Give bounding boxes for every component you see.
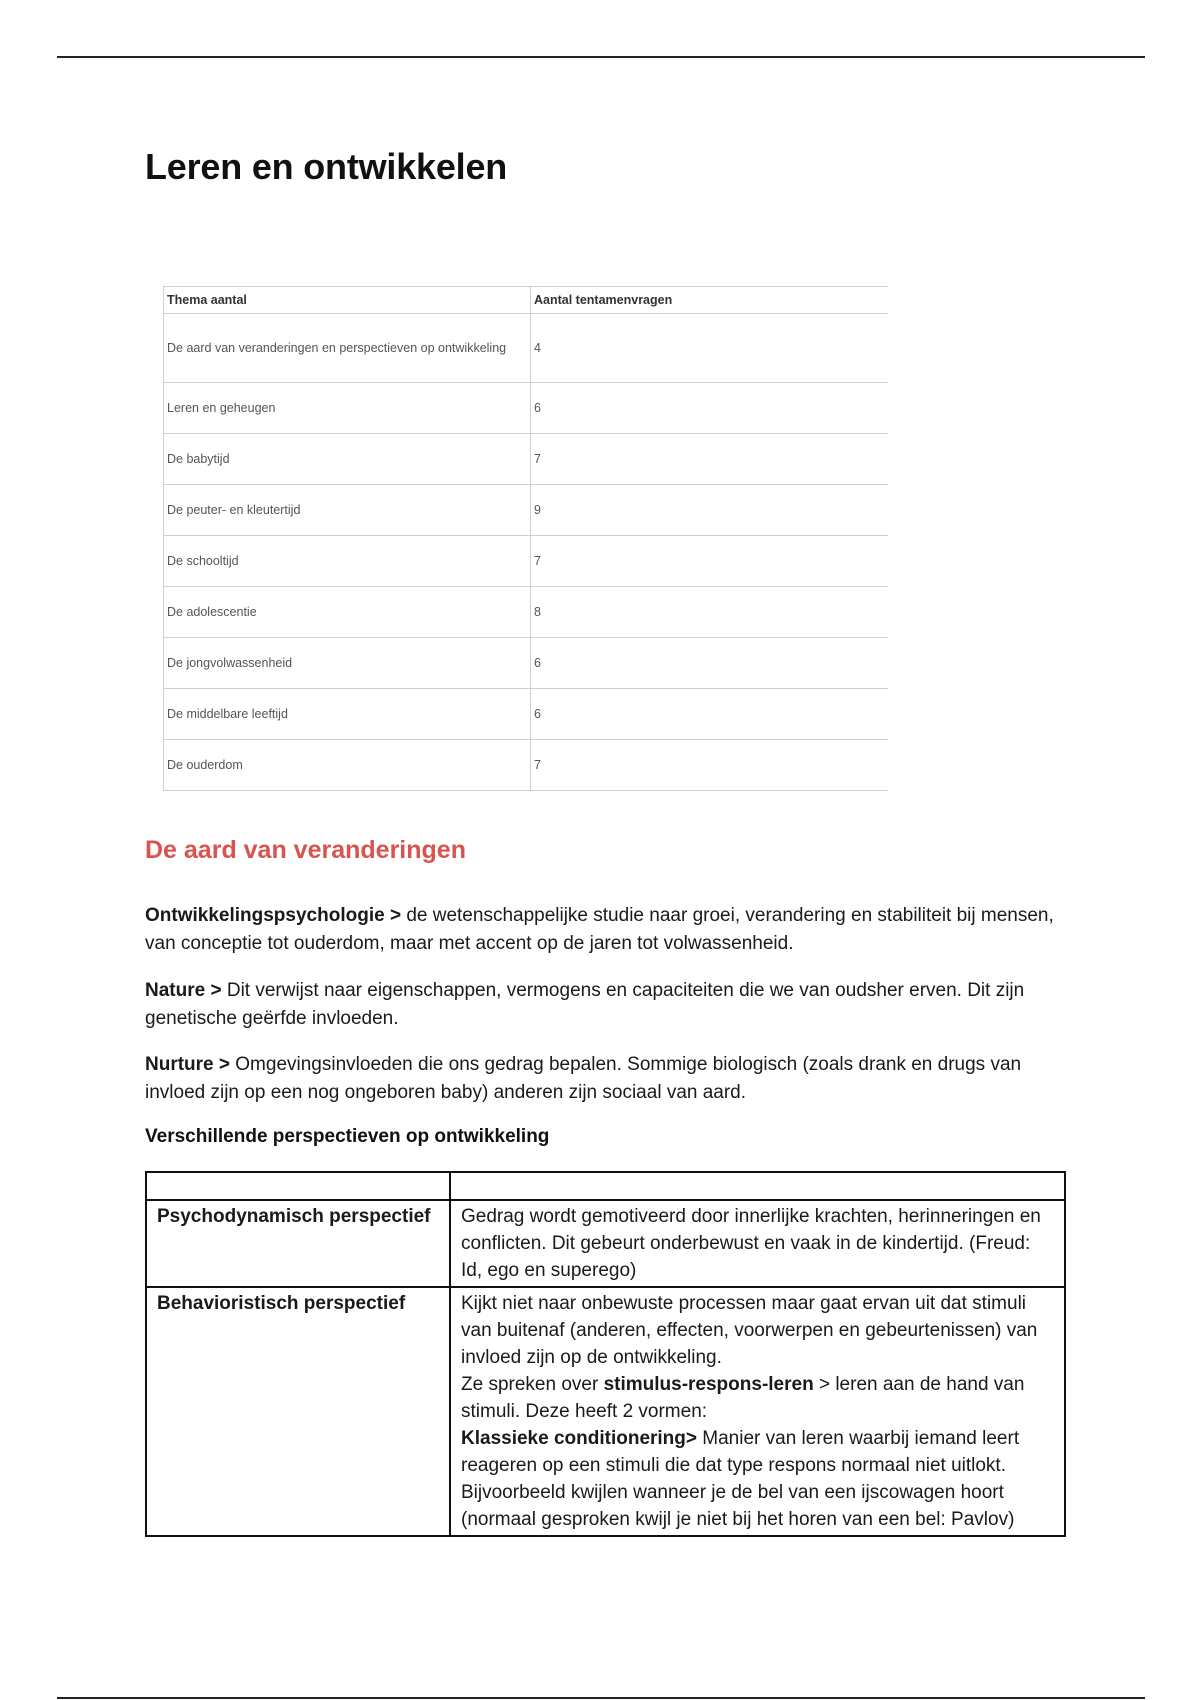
table-row bbox=[146, 1200, 1065, 1287]
table-row bbox=[164, 485, 889, 536]
classical-conditioning-line bbox=[461, 1425, 1054, 1533]
sr-prefix: Ze spreken over bbox=[461, 1374, 604, 1395]
theme-cell: Leren en geheugen bbox=[164, 383, 531, 434]
exam-topics-table bbox=[163, 286, 888, 791]
definition-term: Ontwikkelingspsychologie > bbox=[145, 905, 402, 926]
count-cell: 7 bbox=[531, 536, 889, 587]
behaviorist-intro: Kijkt niet naar onbewuste processen maar gaat ervan uit dat stimuli van buitenaf (anderen, effecten, voorwerpen en gebeurtenissen) van invloed zijn op de ontwikkeling. bbox=[461, 1293, 1038, 1368]
theme-cell: De babytijd bbox=[164, 434, 531, 485]
perspectives-heading: Verschillende perspectieven op ontwikkeling bbox=[145, 1126, 550, 1147]
definition-text: Omgevingsinvloeden die ons gedrag bepalen. Sommige biologisch (zoals drank en drugs van invloed zijn op een nog ongeboren baby) anderen zijn sociaal van aard. bbox=[145, 1054, 1022, 1103]
section-heading: De aard van veranderingen bbox=[145, 836, 466, 864]
table-row bbox=[164, 434, 889, 485]
theme-cell: De ouderdom bbox=[164, 740, 531, 791]
theme-cell: De schooltijd bbox=[164, 536, 531, 587]
theme-cell: De aard van veranderingen en perspectieven op ontwikkeling bbox=[164, 314, 531, 383]
count-cell: 6 bbox=[531, 689, 889, 740]
count-cell: 4 bbox=[531, 314, 889, 383]
header-rule bbox=[57, 56, 1145, 58]
table-row bbox=[146, 1287, 1065, 1536]
table-row bbox=[146, 1172, 1065, 1200]
classic-term: Klassieke conditionering> bbox=[461, 1428, 697, 1449]
perspective-description: Gedrag wordt gemotiveerd door innerlijke krachten, herinneringen en conflicten. Dit gebeurt onderbewust en vaak in de kindertijd. (Freud: Id, ego en superego) bbox=[450, 1200, 1065, 1287]
count-cell: 8 bbox=[531, 587, 889, 638]
count-cell: 6 bbox=[531, 383, 889, 434]
column-header-count: Aantal tentamenvragen bbox=[531, 287, 889, 314]
table-row bbox=[164, 587, 889, 638]
table-row bbox=[164, 638, 889, 689]
stimulus-response-line bbox=[461, 1371, 1054, 1425]
page-title: Leren en ontwikkelen bbox=[145, 146, 508, 187]
sr-term: stimulus-respons-leren bbox=[603, 1374, 814, 1395]
theme-cell: De jongvolwassenheid bbox=[164, 638, 531, 689]
table-row bbox=[164, 383, 889, 434]
table-header-row bbox=[164, 287, 889, 314]
theme-cell: De peuter- en kleutertijd bbox=[164, 485, 531, 536]
perspective-name: Behavioristisch perspectief bbox=[146, 1287, 450, 1536]
theme-cell: De middelbare leeftijd bbox=[164, 689, 531, 740]
table-row bbox=[164, 689, 889, 740]
definition-paragraph bbox=[145, 977, 1065, 1033]
classic-text: Manier van leren waarbij iemand leert reageren op een stimuli die dat type respons normaal niet uitlokt. Bijvoorbeeld kwijlen wanneer je de bel van een ijscowagen hoort (normaal gesproken kwijl je niet bij het horen van een bel: Pavlov) bbox=[461, 1428, 1020, 1530]
perspectives-table bbox=[145, 1171, 1066, 1537]
definition-text: Dit verwijst naar eigenschappen, vermogens en capaciteiten die we van oudsher erven. Dit zijn genetische geërfde invloeden. bbox=[145, 980, 1025, 1029]
definition-term: Nature > bbox=[145, 980, 222, 1001]
count-cell: 7 bbox=[531, 740, 889, 791]
perspective-description bbox=[450, 1287, 1065, 1536]
table-row bbox=[164, 536, 889, 587]
count-cell: 9 bbox=[531, 485, 889, 536]
definition-paragraph bbox=[145, 1051, 1065, 1107]
definition-text: de wetenschappelijke studie naar groei, verandering en stabiliteit bij mensen, van conceptie tot ouderdom, maar met accent op de jaren tot volwassenheid. bbox=[145, 905, 1054, 954]
footer-rule bbox=[57, 1697, 1145, 1699]
perspective-name: Psychodynamisch perspectief bbox=[146, 1200, 450, 1287]
empty-cell bbox=[146, 1172, 450, 1200]
theme-cell: De adolescentie bbox=[164, 587, 531, 638]
empty-cell bbox=[450, 1172, 1065, 1200]
count-cell: 6 bbox=[531, 638, 889, 689]
table-row bbox=[164, 314, 889, 383]
column-header-theme: Thema aantal bbox=[164, 287, 531, 314]
definition-term: Nurture > bbox=[145, 1054, 230, 1075]
sr-text: > leren aan de hand van stimuli. Deze heeft 2 vormen: bbox=[461, 1374, 1025, 1422]
table-row bbox=[164, 740, 889, 791]
definition-paragraph bbox=[145, 902, 1065, 958]
count-cell: 7 bbox=[531, 434, 889, 485]
